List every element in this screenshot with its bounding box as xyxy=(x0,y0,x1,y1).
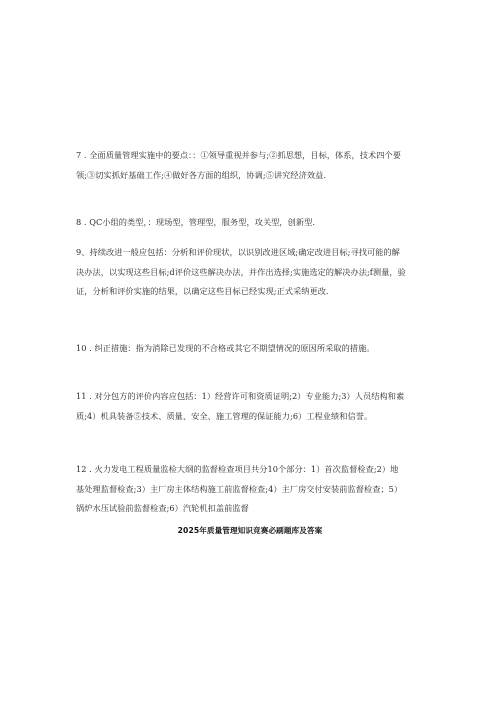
document-footer-title: 2025年质量管理知识竞赛必刷题库及答案 xyxy=(177,526,323,535)
paragraph-item-12: 12 . 火力发电工程质量监检大纲的监督检查项目共分10个部分：1）首次监督检查;2）地基处理监督检查;3）主厂房主体结构施工前监督检查;4）主厂房交付安装前监督检查；5）锅炉水压试验前监督检查;6）汽轮机扣盖前监督 xyxy=(76,464,403,513)
paragraph-item-9: 9、持续改进一般应包括：分析和评价现状，以识别改进区域;确定改进目标;寻找可能的解决办法，以实现这些目标;d评价这些解决办法，并作出选择;实施选定的解决办法;f测量，验证，分析和评价实施的结果，以确定这些目标已经实现;正式采纳更改. xyxy=(76,247,406,296)
paragraph-item-8: 8 . QC小组的类型，：现场型，管理型，服务型，攻关型，创新型. xyxy=(76,217,316,227)
paragraph-item-10: 10 . 纠正措施：指为消除已发现的不合格或其它不期望情况的原因所采取的措施。 xyxy=(76,343,375,353)
paragraph-item-7: 7 . 全面质量管理实施中的要点：：①领导重视并参与;②抓思想，目标，体系，技术四个要领;③切实抓好基础工作;④做好各方面的组织，协调;⑤讲究经济效益. xyxy=(76,150,401,180)
paragraph-item-11: 11 . 对分包方的评价内容应包括：1）经营许可和资质证明;2）专业能力;3）人员结构和素质;4）机具装备⑤技术、质量、安全、施工管理的保证能力;6）工程业绩和信誉。 xyxy=(76,391,405,421)
